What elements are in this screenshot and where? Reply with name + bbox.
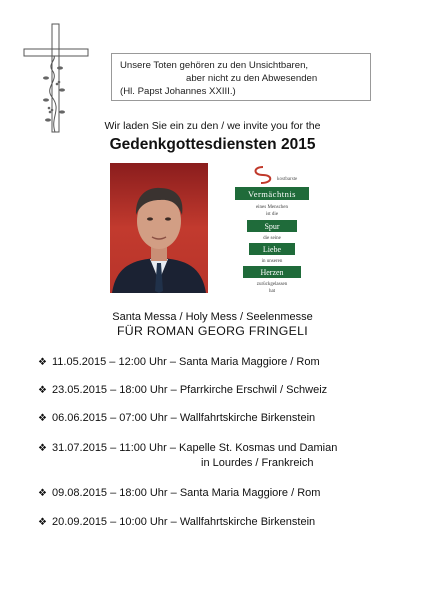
quote-line-1: Unsere Toten gehören zu den Unsichtbaren, [120,60,309,71]
cross-with-vine-icon [22,22,92,134]
poster-word-7: in unseren [261,259,283,264]
event-text: 20.09.2015 – 10:00 Uhr – Wallfahrtskirche Birkenstein [52,516,316,528]
event-text: 06.06.2015 – 07:00 Uhr – Wallfahrtskirche Birkenstein [52,412,316,424]
dedication: FÜR ROMAN GEORG FRINGELI [117,324,308,338]
event-text: 31.07.2015 – 11:00 Uhr – Kapelle St. Kosmas und Damian [52,442,338,454]
page-title: Gedenkgottesdiensten 2015 [109,136,316,153]
diamond-bullet-icon: ❖ [38,413,47,424]
diamond-bullet-icon: ❖ [38,517,47,528]
event-item [38,515,315,530]
diamond-bullet-icon: ❖ [38,488,47,499]
poster-word-9: zurückgelassen [256,282,288,287]
event-item [38,486,320,501]
quote-box [111,53,371,101]
poster-word-1: Vermächtnis [248,189,296,199]
poster-word-3: ist die [265,212,279,217]
poster-word-6: Liebe [262,245,282,254]
poster-word-8: Herzen [260,268,284,277]
invitation-text: Wir laden Sie ein zu den / we invite you for the [104,120,321,132]
event-item [38,383,327,398]
memorial-poster-image [233,163,311,298]
event-text: 09.08.2015 – 18:00 Uhr – Santa Maria Maggiore / Rom [52,487,321,499]
event-item [38,441,337,470]
event-text: 11.05.2015 – 12:00 Uhr – Santa Maria Maggiore / Rom [52,356,320,368]
quote-attribution: (Hl. Papst Johannes XXIII.) [120,86,236,97]
diamond-bullet-icon: ❖ [38,385,47,396]
poster-word-2: eines Menschen [255,205,289,210]
event-item [38,355,320,370]
event-item [38,411,315,426]
poster-word-5: die seine [263,236,281,241]
diamond-bullet-icon: ❖ [38,443,47,454]
svg-text:kostbarste: kostbarste [277,177,298,182]
mass-types: Santa Messa / Holy Mess / Seelenmesse [112,311,313,323]
event-text-continuation: in Lourdes / Frankreich [201,457,314,469]
poster-word-4: Spur [264,222,280,231]
diamond-bullet-icon: ❖ [38,357,47,368]
portrait-photo [110,163,208,293]
poster-word-10: hat [268,289,276,294]
event-text: 23.05.2015 – 18:00 Uhr – Pfarrkirche Erschwil / Schweiz [52,384,328,396]
quote-line-2: aber nicht zu den Abwesenden [186,73,318,84]
